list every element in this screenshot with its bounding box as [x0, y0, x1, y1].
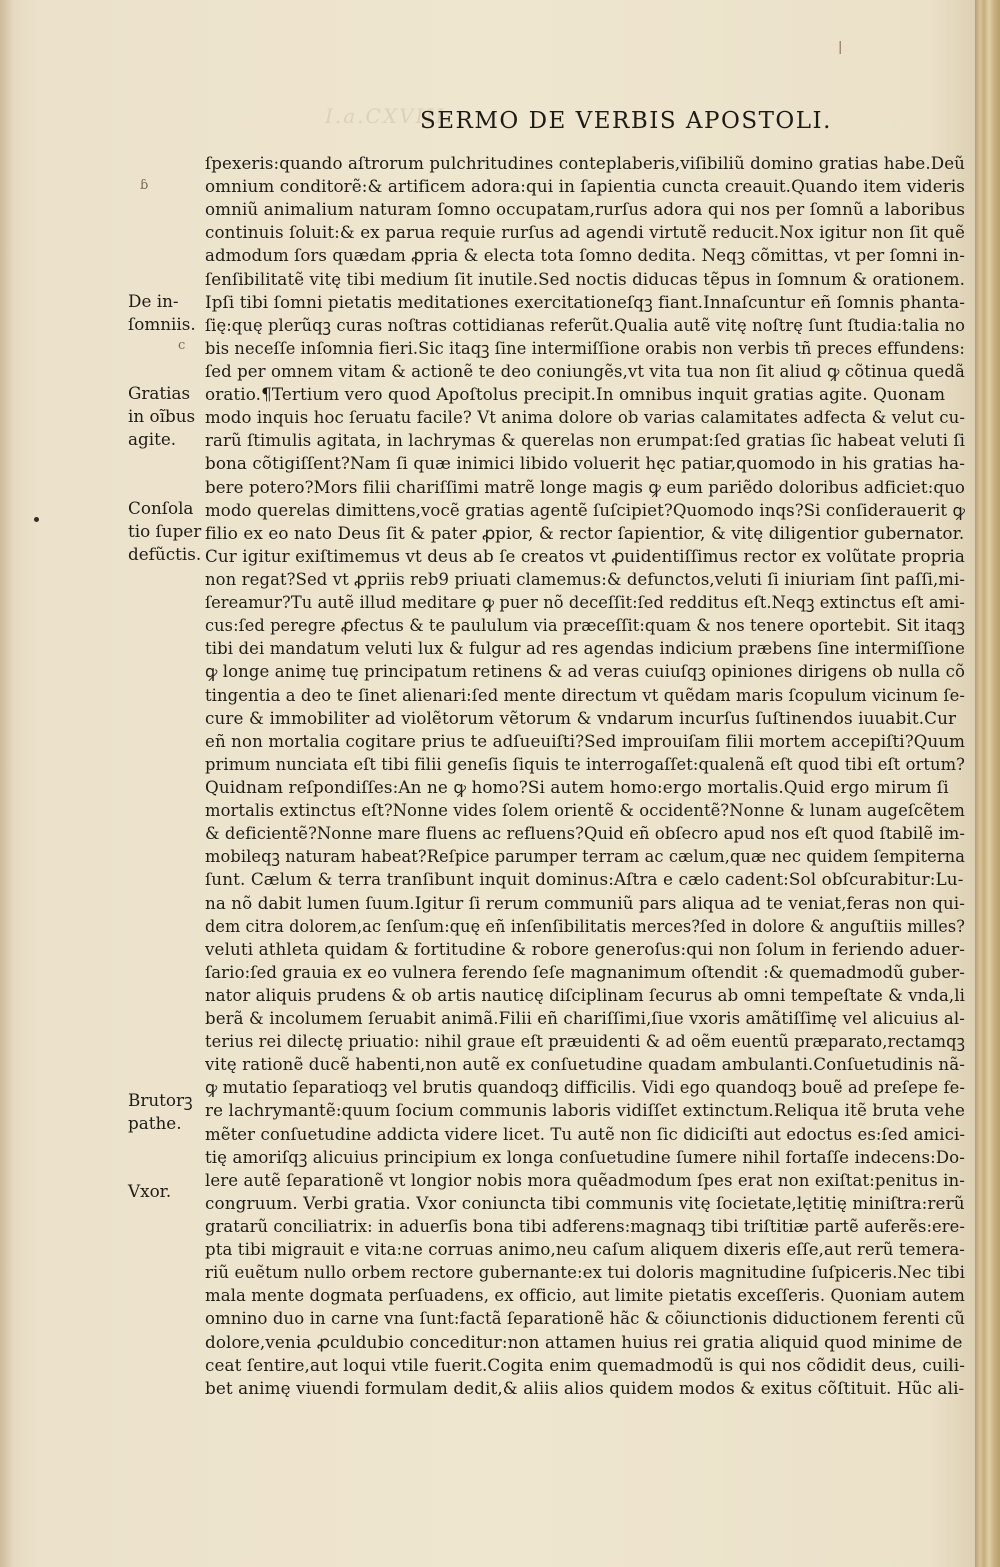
text-line: tingentia a deo te ſinet alienari:ſed mente directum vt quẽdam maris ſcopulum vicinum ſe-: [205, 684, 965, 705]
margin-note-line: Brutorꝫ: [128, 1090, 193, 1110]
text-line: modo querelas dimittens,vocẽ gratias agentẽ ſuſcipiet?Quomodo inqs?Si conſiderauerit ꝙ: [205, 499, 965, 520]
text-line: ſunt. Cælum & terra tranſibunt inquit dominus:Aſtra e cælo cadent:Sol obſcurabitur:Lu-: [205, 869, 964, 890]
text-line: continuis ſoluit:& ex parua requie rurſus ad agendi virtutẽ reducit.Nox igitur non ſit quẽ: [205, 222, 965, 243]
text-line: bis neceſſe inſomnia fieri.Sic itaqꝫ ſine intermiſſione orabis non verbis tñ preces effundens:: [205, 337, 965, 358]
text-line: Cur igitur exiſtimemus vt deus ab ſe creatos vt ꝓuidentiſſimus rector ex volũtate propria: [205, 545, 965, 566]
text-line: mobileqꝫ naturam habeat?Reſpice parumper terram ac cælum,quæ nec quidem ſempiterna: [205, 846, 965, 867]
text-line: ꝙ longe animę tuę principatum retinens & ad veras cuiuſqꝫ opiniones dirigens ob nulla cõ: [205, 661, 965, 682]
margin-note-brutorum: [128, 1089, 193, 1135]
text-line: non regat?Sed vt ꝓpriis reb9 priuati clamemus:& defunctos,veluti ſi iniuriam ſint paſſi,mi-: [205, 568, 965, 589]
margin-note-line: Conſola: [128, 498, 194, 518]
text-line: rarũ ſtimulis agitata, in lachrymas & querelas non erumpat:ſed gratias ſic habeat veluti ſi: [205, 430, 965, 451]
text-line: berã & incolumem ſeruabit animã.Filii eñ chariſſimi,ſiue vxoris amãtiſſimę vel alicuius al-: [205, 1008, 965, 1029]
text-line: cus:ſed peregre ꝓfectus & te paululum via præceſſit:quam & nos tenere oportebit. Sit itaqꝫ: [205, 615, 965, 636]
text-line: congruum. Verbi gratia. Vxor coniuncta tibi communis vitę ſocietate,lętitię miniſtra:rerũ: [205, 1192, 965, 1213]
text-line: nator aliquis prudens & ob artis nauticę diſciplinam ſecurus ab omni tempeſtate & vnda,li: [205, 984, 965, 1005]
text-line: bet animę viuendi formulam dedit,& aliis alios quidem modos & exitus cõſtituit. Hũc ali-: [205, 1377, 965, 1398]
margin-note-line: agite.: [128, 429, 177, 450]
text-line: veluti athleta quidam & fortitudine & robore generoſus:qui non ſolum in feriendo aduer-: [205, 938, 965, 959]
text-line: bere potero?Mors filii chariſſimi matrẽ longe magis ꝙ eum pariẽdo doloribus adficiet:quo: [205, 476, 965, 497]
page-fore-edge: [975, 0, 1000, 1567]
text-line: dem citra dolorem,ac ſenſum:quę eñ inſenſibilitatis merces?ſed in dolore & anguſtiis milles?: [205, 915, 965, 936]
text-line: ſario:ſed grauia ex eo vulnera ferendo ſeſe magnanimum oſtendit :& quemadmodũ guber-: [205, 961, 965, 982]
text-line: ſereamur?Tu autẽ illud meditare ꝙ puer nõ deceſſit:ſed redditus eſt.Neqꝫ extinctus eſt ami-: [205, 592, 965, 613]
text-line: eñ non mortalia cogitare prius te adſueuiſti?Sed improuiſam filii mortem accepiſti?Quum: [205, 730, 965, 751]
text-line: admodum ſors quædam ꝓpria & electa tota ſomno dedita. Neqꝫ cõmittas, vt per ſomni in-: [205, 245, 965, 266]
faint-mark: c: [178, 338, 186, 353]
faint-mark: ɓ: [140, 178, 149, 193]
text-line: pta tibi migrauit e vita:ne corruas animo,neu caſum aliquem dixeris eſſe,aut rerũ temera-: [205, 1239, 965, 1260]
margin-note-gratias: [128, 382, 195, 451]
margin-note-line: in oĩbus: [128, 406, 196, 427]
text-line: ſenſibilitatẽ vitę tibi medium ſit inutile.Sed noctis diducas tẽpus in ſomnum & orationem.: [205, 268, 965, 289]
body-text: [205, 152, 965, 1400]
text-line: ꝙ mutatio ſeparatioqꝫ vel brutis quandoqꝫ difficilis. Vidi ego quandoqꝫ bouẽ ad preſepe fe-: [205, 1077, 965, 1098]
text-line: bona cõtigiſſent?Nam ſi quæ inimici libido voluerit hęc patiar,quomodo in his gratias ha-: [205, 453, 965, 474]
text-line: tię amoriſqꝫ alicuius principium ex longa conſuetudine ſumere nihil fortaſſe indecens:Do-: [205, 1146, 965, 1167]
show-through-text: I.a.CXVIII.: [325, 104, 454, 128]
margin-note-line: Vxor.: [128, 1181, 172, 1201]
text-line: primum nunciata eſt tibi filii geneſis ſiquis te interrogaſſet:qualenã eſt quod tibi eſt ortum?: [205, 753, 965, 774]
text-line: Quidnam reſpondiſſes:An ne ꝙ homo?Si autem homo:ergo mortalis.Quid ergo mirum ſi: [205, 776, 949, 797]
margin-note-consolatio: [128, 497, 201, 566]
text-line: mala mente dogmata perſuadens, ex officio, aut limite pietatis exceſſeris. Quoniam autem: [205, 1285, 965, 1306]
faint-mark: |: [838, 40, 843, 55]
margin-note-line: ſomniis.: [128, 314, 196, 335]
text-line: gratarũ conciliatrix: in aduerſis bona tibi adferens:magnaqꝫ tibi triſtitiæ partẽ auferẽs:ere-: [205, 1216, 965, 1237]
text-line: ceat ſentire,aut loqui vtile fuerit.Cogita enim quemadmodũ is qui nos cõdidit deus, cuili-: [205, 1354, 965, 1375]
margin-note-line: Gratias: [128, 383, 191, 403]
text-line: Ipſi tibi ſomni pietatis meditationes exercitationeſqꝫ fiant.Innaſcuntur eñ ſomnis phanta-: [205, 291, 965, 312]
margin-note-line: pathe.: [128, 1113, 182, 1134]
text-line: tibi dei mandatum veluti lux & fulgur ad res agendas indicium præbens ſine intermiſſione: [205, 638, 965, 659]
margin-note-line: De in-: [128, 291, 179, 311]
text-line: ſpexeris:quando aſtrorum pulchritudines conteplaberis,viſibiliũ domino gratias habe.Deũ: [205, 153, 965, 173]
text-line: omnino duo in carne vna ſunt:factã ſeparationẽ hãc & cõiunctionis diductionem ferenti cũ: [205, 1308, 965, 1329]
text-line: terius rei dilectę priuatio: nihil graue eſt præuidenti & ad oẽm euentũ præparato,rectamqꝫ: [205, 1031, 965, 1052]
margin-note-line: defũctis.: [128, 544, 202, 565]
margin-note-vxor: [128, 1180, 171, 1203]
text-line: omnium conditorẽ:& artificem adora:qui in ſapientia cuncta creauit.Quando item videris: [205, 176, 965, 197]
text-line: riũ euẽtum nullo orbem rectore gubernante:ex tui doloris magnitudine ſuſpiceris.Nec tibi: [205, 1262, 965, 1283]
running-header: SERMO DE VERBIS APOSTOLI.: [420, 108, 832, 134]
text-line: filio ex eo nato Deus ſit & pater ꝓpior, & rector ſapientior, & vitę diligentior gubernator.: [205, 522, 965, 543]
text-line: cure & immobiliter ad violẽtorum vẽtorum & vndarum incurſus ſuſtinendos iuuabit.Cur: [205, 707, 957, 728]
text-line: ſed per omnem vitam & actionẽ te deo coniungẽs,vt vita tua non ſit aliud ꝙ cõtinua quedã: [205, 360, 965, 381]
text-line: modo inquis hoc ſeruatu facile? Vt anima dolore ob varias calamitates adfecta & velut cu-: [205, 407, 965, 428]
text-line: oratio.¶Tertium vero quod Apoſtolus precipit.In omnibus inquit gratias agite. Quonam: [205, 384, 946, 405]
margin-note-line: tio ſuper: [128, 521, 202, 542]
text-line: lere autẽ ſeparationẽ vt longior nobis mora quẽadmodum ſpes erat non exiſtat:penitus in-: [205, 1169, 965, 1190]
text-line: mẽter conſuetudine addicta videre licet. Tu autẽ non ſic didiciſti aut edoctus es:ſed amici-: [205, 1123, 965, 1144]
text-line: dolore,venia ꝓculdubio conceditur:non attamen huius rei gratia aliquid quod minime de: [205, 1331, 963, 1352]
margin-note-de-insomniis: [128, 290, 196, 336]
ink-spot: [34, 517, 39, 522]
text-line: & deficientẽ?Nonne mare fluens ac refluens?Quid eñ obſecro apud nos eſt quod ſtabilẽ im-: [205, 823, 965, 844]
text-line: ſię:quę plerũqꝫ curas noſtras cottidianas referũt.Qualia autẽ vitę noſtrę ſunt ſtudia:talia no: [205, 314, 965, 335]
text-line: omniũ animalium naturam ſomno occupatam,rurſus adora qui nos per ſomnũ a laboribus: [205, 199, 965, 220]
text-line: vitę rationẽ ducẽ habenti,non autẽ ex conſuetudine quadam ambulanti.Conſuetudinis nã-: [205, 1054, 965, 1075]
text-line: mortalis extinctus eſt?Nonne vides ſolem orientẽ & occidentẽ?Nonne & lunam augeſcẽtem: [205, 800, 965, 821]
text-line: na nõ dabit lumen ſuum.Igitur ſi rerum communiũ pars aliqua ad te veniat,feras non qui-: [205, 892, 965, 913]
text-line: re lachrymantẽ:quum ſocium communis laboris vidiſſet extinctum.Reliqua itẽ bruta vehe: [205, 1100, 965, 1121]
